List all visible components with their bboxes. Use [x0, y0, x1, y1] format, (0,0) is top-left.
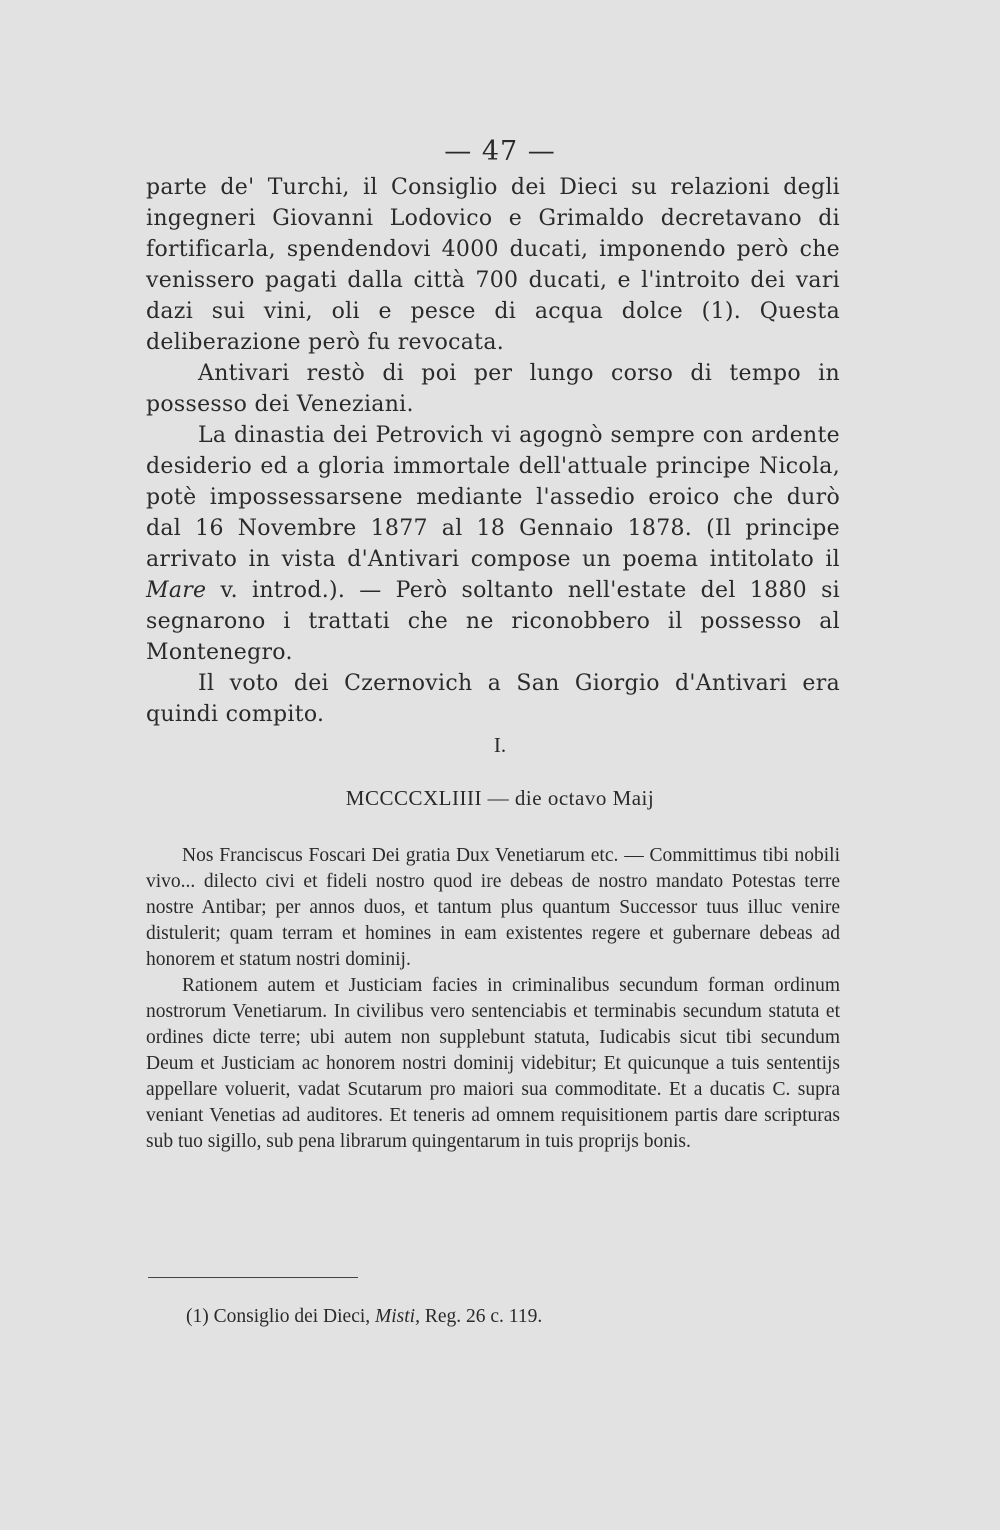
latin-document: [146, 843, 840, 1155]
footnote-part-b: Reg. 26 c. 119.: [424, 1306, 543, 1327]
latin-paragraph-1: Nos Franciscus Foscari Dei gratia Dux Venetiarum etc. — Committimus tibi nobili vivo... dilecto civi et fideli nostro quod ire debeas de nostro mandato Potestas terre nostre Antibar; per annos duos, et tantum plus quantum Successor tuus illuc venire distulerit; quam terram et homines in eam existentes regere et gubernare debeas ad honorem et statum nostri dominij.: [146, 845, 840, 970]
paragraph-3: [146, 420, 840, 668]
footnote-italic: Misti,: [375, 1306, 420, 1327]
poem-title: Mare: [146, 578, 207, 603]
paragraph-1: parte de' Turchi, il Consiglio dei Dieci su relazioni degli ingegneri Giovanni Lodovico e Grimaldo decretavano di fortificarla, spendendovi 4000 ducati, imponendo però che venissero pagati dalla città 700 ducati, e l'introito dei vari dazi sui vini, oli e pesce di acqua dolce (1). Questa deliberazione però fu revocata.: [146, 175, 840, 355]
footnote-divider: [148, 1277, 358, 1278]
footnote-part-a: (1) Consiglio dei Dieci,: [186, 1306, 371, 1327]
page-number: — 47 —: [444, 136, 556, 167]
section-number: I.: [493, 733, 507, 757]
paragraph-4: Il voto dei Czernovich a San Giorgio d'Antivari era quindi compito.: [146, 671, 840, 727]
latin-paragraph-2: Rationem autem et Justiciam facies in criminalibus secundum forman ordinum nostrorum Venetiarum. In civilibus vero sentenciabis et terminabis secundum statuta et ordines dicte terre; ubi autem non supplebunt statuta, Iudicabis sicut tibi secundum Deum et Justiciam ac honorem nostri dominij videbitur; Et quicunque a tuis sententijs appellare voluerit, vadat Scutarum pro maiori sua commoditate. Et a ducatis C. supra veniant Venetias ad auditores. Et teneris ad omnem requisitionem partis dare scripturas sub tuo sigillo, sub pena librarum quingentarum in tuis proprijs bonis.: [146, 975, 840, 1152]
paragraph-3-part-b: v. introd.). — Però soltanto nell'estate del 1880 si segnarono i trattati che ne riconobbero il possesso al Montenegro.: [146, 578, 841, 665]
footnote: [186, 1306, 806, 1328]
main-text: [146, 172, 840, 730]
document-heading: MCCCCXLIIII — die octavo Maij: [345, 786, 655, 810]
paragraph-2: Antivari restò di poi per lungo corso di tempo in possesso dei Veneziani.: [146, 361, 840, 417]
paragraph-3-part-a: La dinastia dei Petrovich vi agognò sempre con ardente desiderio ed a gloria immortale dell'attuale principe Nicola, potè impossessarsene mediante l'assedio eroico che durò dal 16 Novembre 1877 al 18 Gennaio 1878. (Il principe arrivato in vista d'Antivari compose un poema intitolato il: [146, 423, 840, 572]
